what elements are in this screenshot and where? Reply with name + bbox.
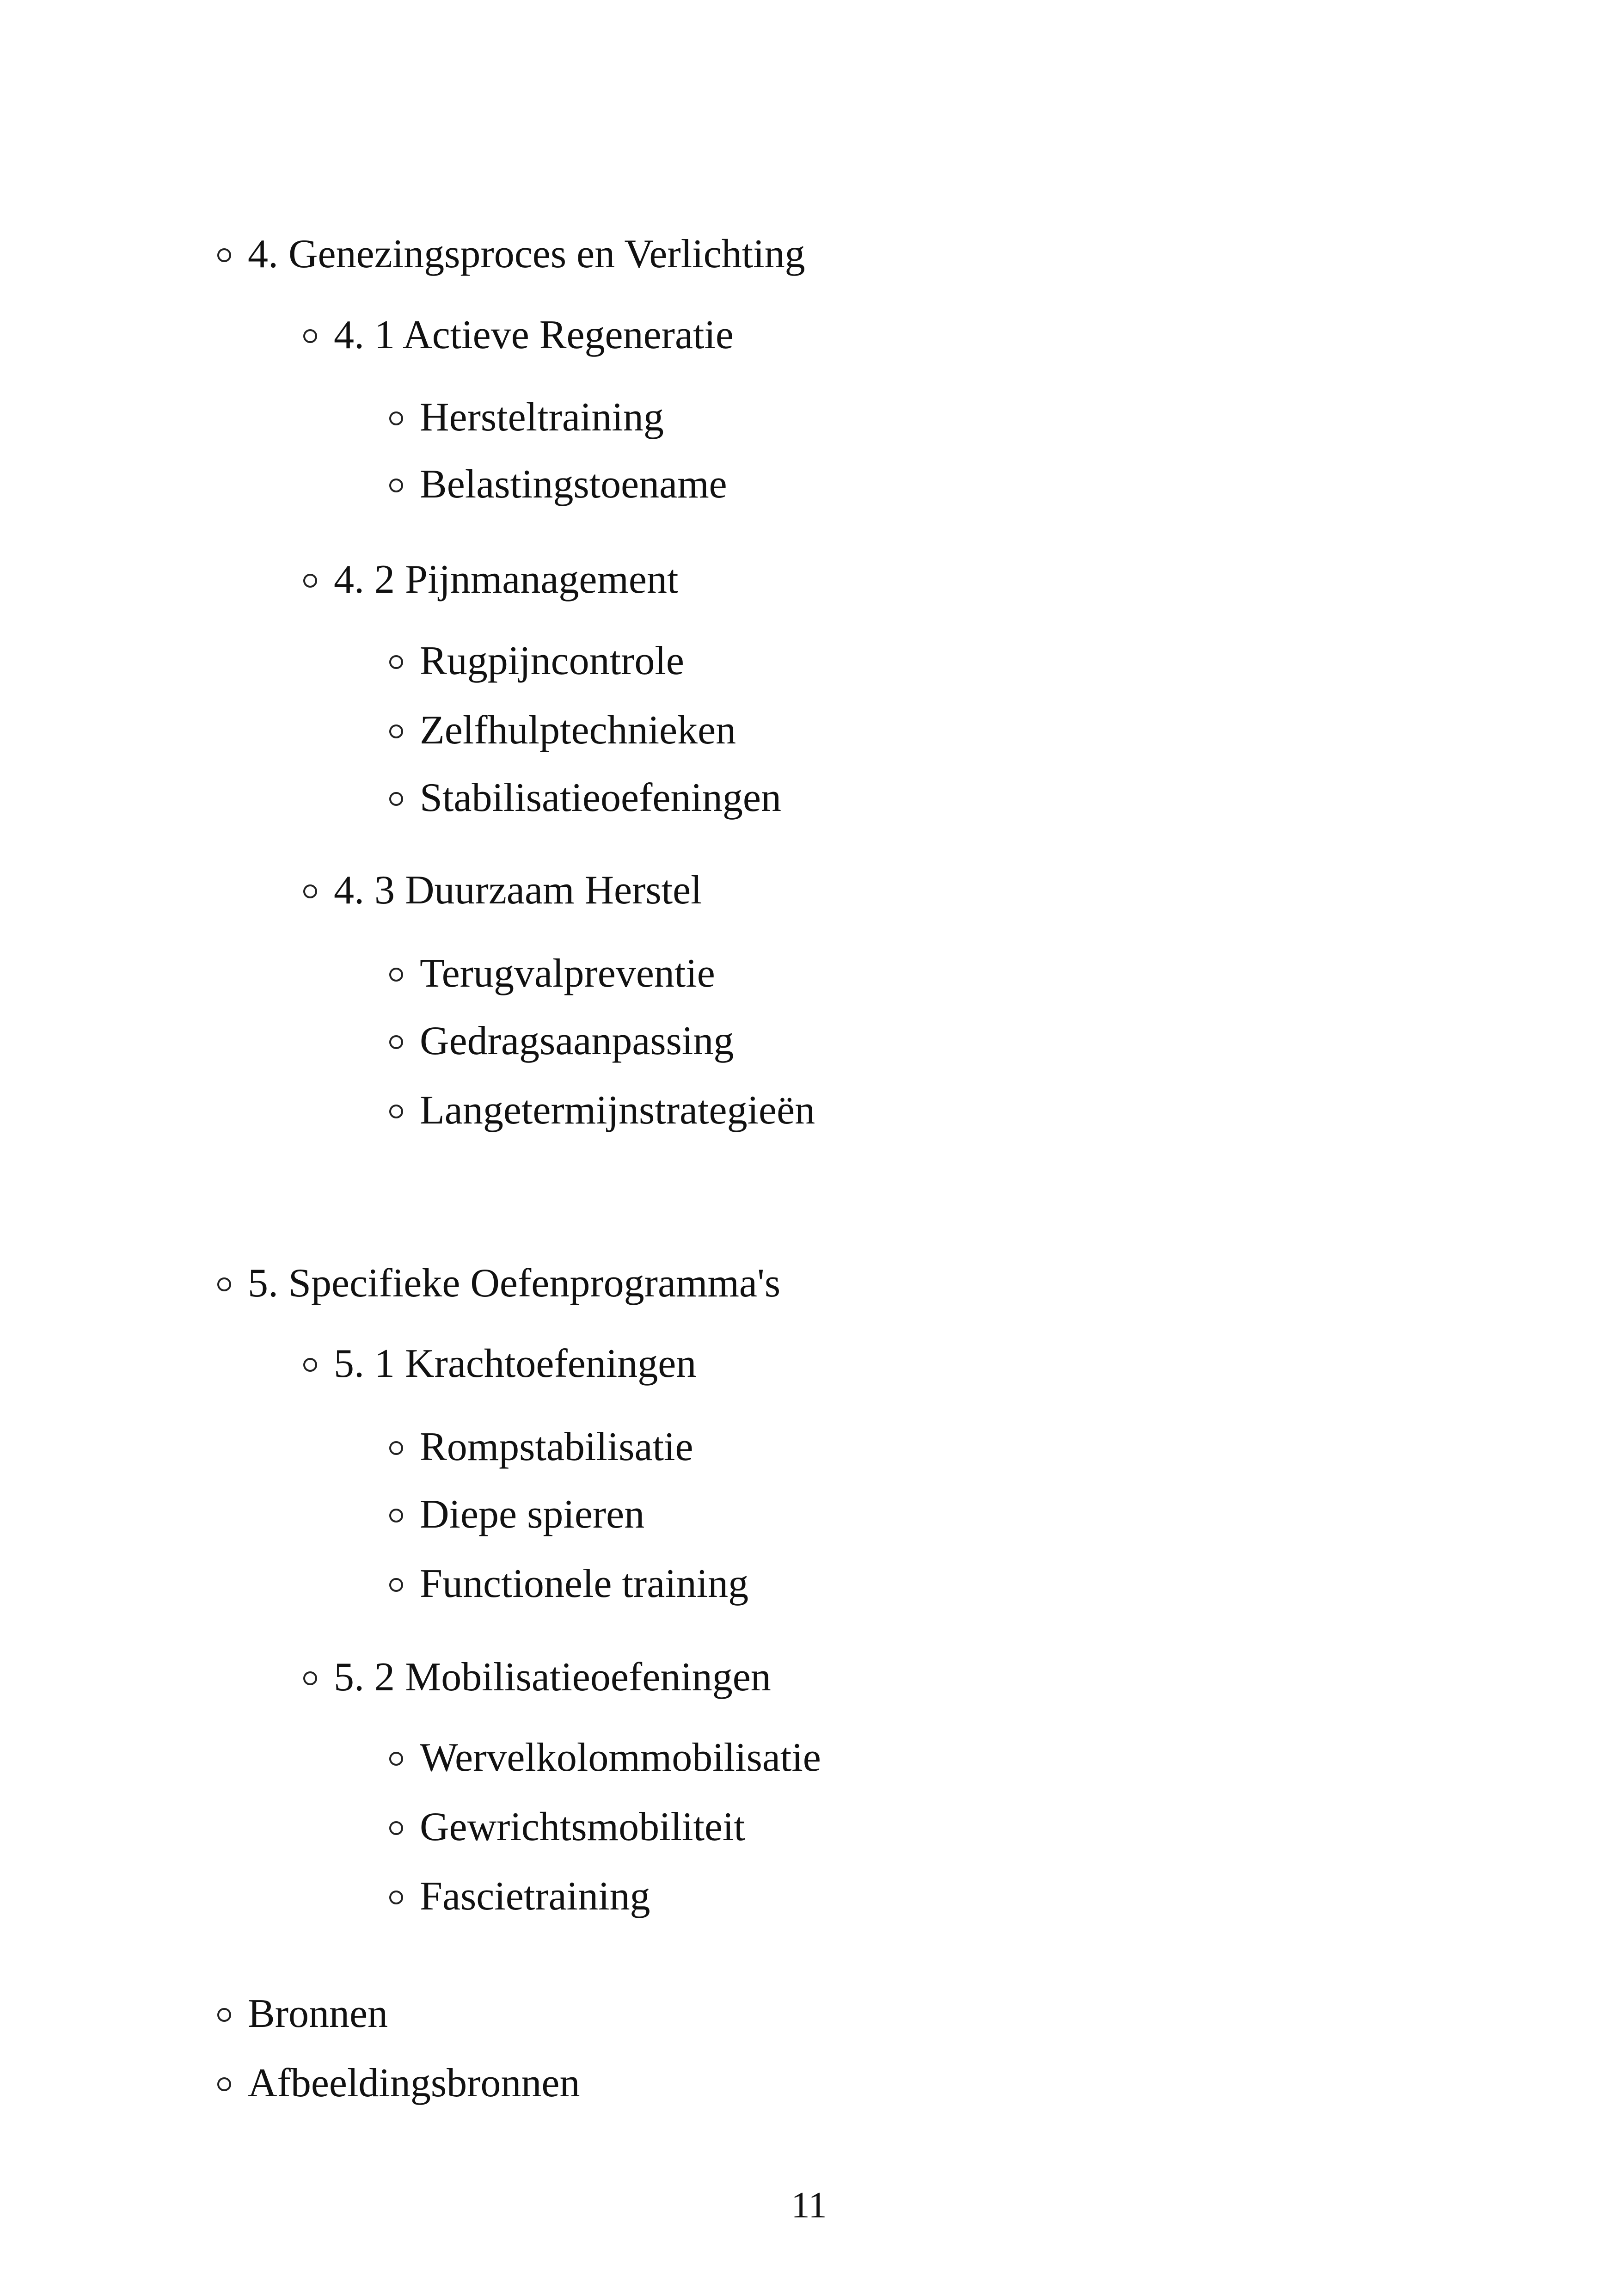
- toc-item[interactable]: [389, 1561, 748, 1607]
- bullet-icon: [389, 1891, 403, 1904]
- toc-item-label: Hersteltraining: [420, 395, 664, 440]
- bullet-icon: [389, 1035, 403, 1049]
- toc-item[interactable]: [389, 461, 727, 508]
- toc-item-label: Diepe spieren: [420, 1492, 645, 1537]
- bullet-icon: [389, 792, 403, 806]
- toc-section-title: Afbeeldingsbronnen: [248, 2061, 580, 2106]
- toc-item[interactable]: [389, 1087, 815, 1134]
- toc-section-title: 4. Genezingsproces en Verlichting: [248, 232, 805, 276]
- toc-item-label: Terugvalpreventie: [420, 951, 715, 996]
- bullet-icon: [389, 1752, 403, 1766]
- toc-subsection-5-2[interactable]: [303, 1654, 771, 1701]
- bullet-icon: [389, 655, 403, 669]
- page-number: 11: [791, 2185, 827, 2226]
- toc-subsection-title: 4. 3 Duurzaam Herstel: [334, 868, 702, 913]
- bullet-icon: [217, 2077, 231, 2091]
- bullet-icon: [217, 2008, 231, 2022]
- toc-section-title: Bronnen: [248, 1991, 388, 2036]
- bullet-icon: [217, 248, 231, 262]
- toc-item[interactable]: [389, 638, 684, 684]
- toc-item-label: Rompstabilisatie: [420, 1424, 693, 1469]
- toc-subsection-4-3[interactable]: [303, 867, 702, 914]
- bullet-icon: [389, 968, 403, 982]
- bullet-icon: [389, 1105, 403, 1118]
- bullet-icon: [389, 1509, 403, 1522]
- toc-item-label: Langetermijnstrategieën: [420, 1088, 815, 1133]
- bullet-icon: [389, 479, 403, 492]
- toc-item-label: Wervelkolommobilisatie: [420, 1735, 821, 1780]
- bullet-icon: [217, 1277, 231, 1291]
- toc-item-label: Fascietraining: [420, 1874, 650, 1919]
- toc-item-label: Gedragsaanpassing: [420, 1019, 734, 1063]
- toc-item[interactable]: [389, 1735, 821, 1781]
- bullet-icon: [389, 724, 403, 738]
- toc-item[interactable]: [389, 394, 664, 441]
- toc-item-label: Rugpijncontrole: [420, 638, 684, 683]
- toc-subsection-title: 4. 1 Actieve Regeneratie: [334, 313, 734, 357]
- toc-item[interactable]: [389, 1804, 745, 1850]
- bullet-icon: [389, 411, 403, 425]
- toc-item-label: Zelfhulptechnieken: [420, 708, 736, 753]
- toc-section-title: 5. Specifieke Oefenprogramma's: [248, 1261, 781, 1306]
- bullet-icon: [303, 1358, 317, 1372]
- bullet-icon: [303, 884, 317, 898]
- bullet-icon: [389, 1441, 403, 1455]
- toc-subsection-4-2[interactable]: [303, 557, 678, 603]
- toc-item-label: Stabilisatieoefeningen: [420, 775, 781, 820]
- toc-item[interactable]: [389, 707, 736, 754]
- toc-item[interactable]: [389, 1018, 734, 1064]
- toc-item[interactable]: [389, 1873, 650, 1920]
- toc-bronnen[interactable]: [217, 1991, 388, 2037]
- bullet-icon: [303, 1671, 317, 1685]
- toc-subsection-4-1[interactable]: [303, 312, 734, 358]
- toc-afbeeldingsbronnen[interactable]: [217, 2060, 580, 2106]
- toc-section-5[interactable]: [217, 1260, 780, 1307]
- toc-item[interactable]: [389, 1424, 693, 1470]
- bullet-icon: [303, 574, 317, 588]
- bullet-icon: [303, 329, 317, 343]
- toc-item[interactable]: [389, 1492, 644, 1538]
- toc-item[interactable]: [389, 775, 781, 821]
- bullet-icon: [389, 1821, 403, 1835]
- toc-subsection-title: 5. 1 Krachtoefeningen: [334, 1341, 697, 1386]
- toc-subsection-title: 4. 2 Pijnmanagement: [334, 557, 679, 602]
- toc-section-4[interactable]: [217, 231, 805, 277]
- toc-item-label: Functionele training: [420, 1561, 749, 1606]
- toc-item-label: Gewrichtsmobiliteit: [420, 1805, 745, 1849]
- toc-item[interactable]: [389, 951, 715, 997]
- toc-subsection-5-1[interactable]: [303, 1341, 696, 1387]
- toc-subsection-title: 5. 2 Mobilisatieoefeningen: [334, 1655, 771, 1700]
- toc-item-label: Belastingstoename: [420, 462, 727, 507]
- bullet-icon: [389, 1578, 403, 1592]
